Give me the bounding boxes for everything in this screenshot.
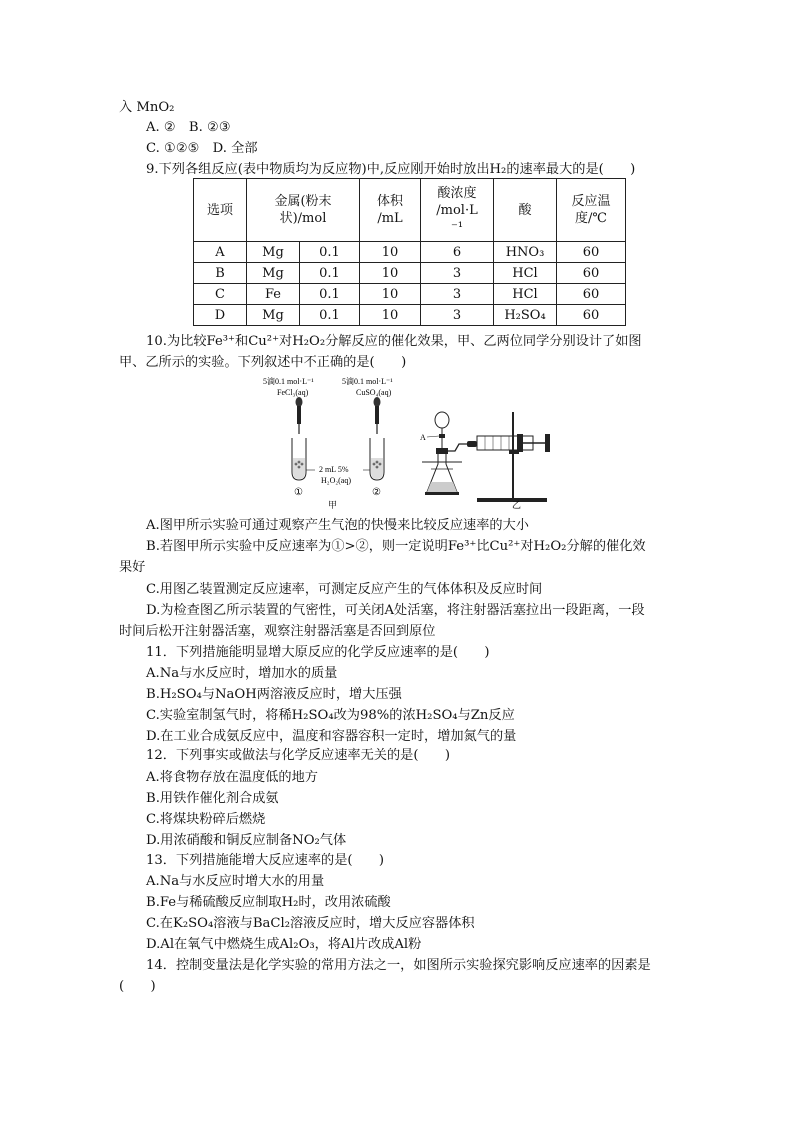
table-cell: 0.1 [300, 305, 360, 326]
table-cell: 3 [421, 284, 494, 305]
option-13d: D.Al在氧气中燃烧生成Al₂O₃，将Al片改成Al粉 [146, 937, 422, 952]
figure-yi-label: 乙 [512, 500, 522, 510]
option-12c: C.将煤块粉碎后燃烧 [146, 812, 266, 827]
table-cell: 10 [360, 284, 421, 305]
text-line: 入 MnO₂ [119, 100, 175, 115]
table-cell: H₂SO₄ [494, 305, 557, 326]
cuso4-label: CuSO₄(aq) [356, 388, 392, 397]
h2o2-conc-label: 2 mL 5% [319, 465, 349, 474]
option-11b: B.H₂SO₄与NaOH两溶液反应时，增大压强 [146, 687, 402, 702]
table-cell: 10 [360, 263, 421, 284]
text-line: 甲、乙所示的实验。下列叙述中不正确的是( ) [119, 355, 407, 370]
table-cell: Mg [247, 263, 300, 284]
option-12a: A.将食物存放在温度低的地方 [146, 770, 318, 785]
question-12: 12．下列事实或做法与化学反应速率无关的是( ) [146, 748, 451, 763]
table-cell: Fe [247, 284, 300, 305]
text-line: A. ② B. ②③ [146, 120, 231, 135]
table-cell: Mg [247, 242, 300, 263]
dropper-2 [374, 397, 381, 434]
text-line: 果好 [119, 560, 146, 575]
tube-1-label: ① [294, 487, 303, 498]
h2o2-label: H₂O₂(aq) [321, 476, 352, 485]
option-10a: A.图甲所示实验可通过观察产生气泡的快慢来比较反应速率的大小 [146, 518, 529, 533]
table-cell: HNO₃ [494, 242, 557, 263]
option-10d: D.为检查图乙所示装置的气密性，可关闭A处活塞，将注射器活塞拉出一段距离，一段 [146, 603, 645, 618]
test-tube-2 [370, 438, 384, 480]
cuso4-conc-label: 5滴0.1 mol·L⁻¹ [342, 377, 393, 386]
table-cell: A [194, 242, 247, 263]
conical-flask [427, 448, 457, 492]
header-cell: 选项 [194, 179, 247, 242]
table-cell: 3 [421, 305, 494, 326]
table-cell: 6 [421, 242, 494, 263]
option-13c: C.在K₂SO₄溶液与BaCl₂溶液反应时，增大反应容器体积 [146, 916, 475, 931]
table-row [194, 263, 626, 284]
header-cell: 酸浓度 /mol·L ⁻¹ [421, 179, 494, 242]
table-cell: Mg [247, 305, 300, 326]
table-cell: 0.1 [300, 284, 360, 305]
table-cell: 60 [557, 242, 626, 263]
fecl3-conc-label: 5滴0.1 mol·L⁻¹ [263, 377, 314, 386]
option-13b: B.Fe与稀硫酸反应制取H₂时，改用浓硫酸 [146, 895, 391, 910]
option-11a: A.Na与水反应时，增加水的质量 [146, 666, 338, 681]
table-cell: 60 [557, 263, 626, 284]
dropper-1 [296, 397, 303, 434]
option-12b: B.用铁作催化剂合成氨 [146, 791, 279, 806]
question-11: 11．下列措施能明显增大原反应的化学反应速率的是( ) [146, 645, 490, 660]
header-cell: 反应温 度/℃ [557, 179, 626, 242]
question-14: 14．控制变量法是化学实验的常用方法之一，如图所示实验探究影响反应速率的因素是 [146, 958, 651, 973]
table-cell: 60 [557, 284, 626, 305]
fecl3-label: FeCl₃(aq) [277, 388, 309, 397]
table-cell: 60 [557, 305, 626, 326]
table-cell: D [194, 305, 247, 326]
valve-a-label: A [420, 433, 426, 442]
option-11d: D.在工业合成氨反应中，温度和容器容积一定时，增加氮气的量 [146, 729, 517, 744]
stand-clamp [509, 450, 519, 454]
figure-jia-label: 甲 [328, 500, 338, 510]
experiment-figure [255, 374, 565, 510]
table-cell: 10 [360, 305, 421, 326]
table-header-row [194, 179, 626, 242]
option-13a: A.Na与水反应时增大水的用量 [146, 874, 325, 889]
table-cell: HCl [494, 284, 557, 305]
separatory-funnel [435, 412, 449, 449]
text-line: 时间后松开注射器活塞，观察注射器活塞是否回到原位 [119, 624, 436, 639]
header-cell: 酸 [494, 179, 557, 242]
option-11c: C.实验室制氢气时，将稀H₂SO₄改为98%的浓H₂SO₄与Zn反应 [146, 708, 515, 723]
table-cell: HCl [494, 263, 557, 284]
option-12d: D.用浓硝酸和铜反应制备NO₂气体 [146, 833, 347, 848]
option-10c: C.用图乙装置测定反应速率，可测定反应产生的气体体积及反应时间 [146, 582, 543, 597]
pointer-line [427, 436, 439, 437]
option-10b: B.若图甲所示实验中反应速率为①>②，则一定说明Fe³⁺比Cu²⁺对H₂O₂分解的催化效 [146, 539, 646, 554]
table-cell: 0.1 [300, 242, 360, 263]
table-cell: 10 [360, 242, 421, 263]
options-table [193, 178, 626, 326]
table-row [194, 305, 626, 326]
delivery-tube [446, 444, 469, 451]
question-13: 13．下列措施能增大反应速率的是( ) [146, 853, 385, 868]
question-9: 9.下列各组反应(表中物质均为反应物)中,反应刚开始时放出H₂的速率最大的是( ) [146, 162, 636, 177]
text-line: ( ) [119, 979, 156, 994]
table-row [194, 242, 626, 263]
header-cell: 金属(粉末 状)/mol [247, 179, 360, 242]
table-cell: C [194, 284, 247, 305]
test-tube-1 [292, 438, 306, 480]
table-cell: B [194, 263, 247, 284]
text-line: C. ①②⑤ D. 全部 [146, 141, 258, 156]
table-cell: 3 [421, 263, 494, 284]
flask-support [425, 492, 459, 495]
table-row [194, 284, 626, 305]
question-10: 10.为比较Fe³⁺和Cu²⁺对H₂O₂分解反应的催化效果，甲、乙两位同学分别设计了如图 [146, 334, 642, 349]
tube-2-label: ② [372, 487, 381, 498]
table-cell: 0.1 [300, 263, 360, 284]
header-cell: 体积 /mL [360, 179, 421, 242]
tube-connector [467, 441, 477, 447]
